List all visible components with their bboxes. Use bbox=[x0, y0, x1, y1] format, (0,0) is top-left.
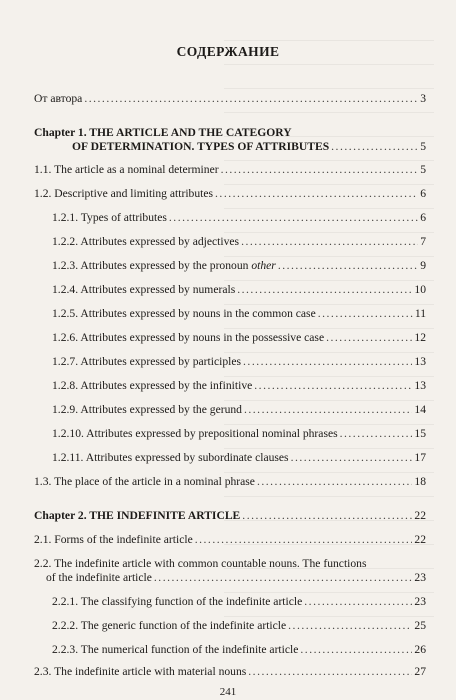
toc-entry-chapter-1[interactable]: Chapter 1. THE ARTICLE AND THE CATEGORY OF DETERMINATION. TYPES OF ATTRIBUTES ..... 5 bbox=[34, 126, 426, 154]
toc-entry-2-2[interactable]: 2.2. The indefinite article with common countable nouns. The functions of the indefinite article ..... 23 bbox=[34, 557, 426, 585]
entry-2-2-line-1: 2.2. The indefinite article with common countable nouns. The functions bbox=[34, 557, 367, 570]
toc-entry-1-2-1[interactable]: 1.2.1. Types of attributes ..... 6 bbox=[52, 211, 426, 225]
toc-entry-2-2-2[interactable]: 2.2.2. The generic function of the indefinite article ..... 25 bbox=[52, 619, 426, 633]
toc-entry-1-3[interactable]: 1.3. The place of the article in a nominal phrase ..... 18 bbox=[34, 475, 426, 489]
toc-entry-2-2-3[interactable]: 2.2.3. The numerical function of the indefinite article ..... 26 bbox=[52, 643, 426, 657]
toc-entry-2-2-1[interactable]: 2.2.1. The classifying function of the indefinite article ..... 23 bbox=[52, 595, 426, 609]
toc-entry-2-3[interactable]: 2.3. The indefinite article with material nouns ..... 27 bbox=[34, 665, 426, 679]
toc-entry-1-2-9[interactable]: 1.2.9. Attributes expressed by the gerund ..... 14 bbox=[52, 403, 426, 417]
chapter-1-title-line-1: Chapter 1. THE ARTICLE AND THE CATEGORY bbox=[34, 126, 292, 139]
toc-entry-chapter-2[interactable]: Chapter 2. THE INDEFINITE ARTICLE ..... 22 bbox=[34, 509, 426, 523]
page-number: 241 bbox=[219, 686, 237, 698]
page-title: СОДЕРЖАНИЕ bbox=[176, 44, 280, 59]
toc-entry-1-2-4[interactable]: 1.2.4. Attributes expressed by numerals ..... 10 bbox=[52, 283, 426, 297]
toc-entry-1-2-5[interactable]: 1.2.5. Attributes expressed by nouns in the common case ..... 11 bbox=[52, 307, 426, 321]
toc-entry-1-2-10[interactable]: 1.2.10. Attributes expressed by prepositional nominal phrases ..... 15 bbox=[52, 427, 426, 441]
toc-entry-1-2-3[interactable]: 1.2.3. Attributes expressed by the pronoun other ..... 9 bbox=[52, 259, 426, 273]
toc-entry-1-2-2[interactable]: 1.2.2. Attributes expressed by adjectives ..... 7 bbox=[52, 235, 426, 249]
toc-entry-1-2[interactable]: 1.2. Descriptive and limiting attributes ..... 6 bbox=[34, 187, 426, 201]
toc-entry-preface[interactable]: От автора ..... 3 bbox=[34, 92, 426, 106]
toc-entry-1-2-8[interactable]: 1.2.8. Attributes expressed by the infinitive ..... 13 bbox=[52, 379, 426, 393]
toc-entry-1-2-11[interactable]: 1.2.11. Attributes expressed by subordinate clauses ..... 17 bbox=[52, 451, 426, 465]
toc-entry-1-2-7[interactable]: 1.2.7. Attributes expressed by participles ..... 13 bbox=[52, 355, 426, 369]
toc-entry-1-2-6[interactable]: 1.2.6. Attributes expressed by nouns in the possessive case ..... 12 bbox=[52, 331, 426, 345]
toc-entry-1-1[interactable]: 1.1. The article as a nominal determiner ..... 5 bbox=[34, 163, 426, 177]
toc-entry-2-1[interactable]: 2.1. Forms of the indefinite article ..... 22 bbox=[34, 533, 426, 547]
